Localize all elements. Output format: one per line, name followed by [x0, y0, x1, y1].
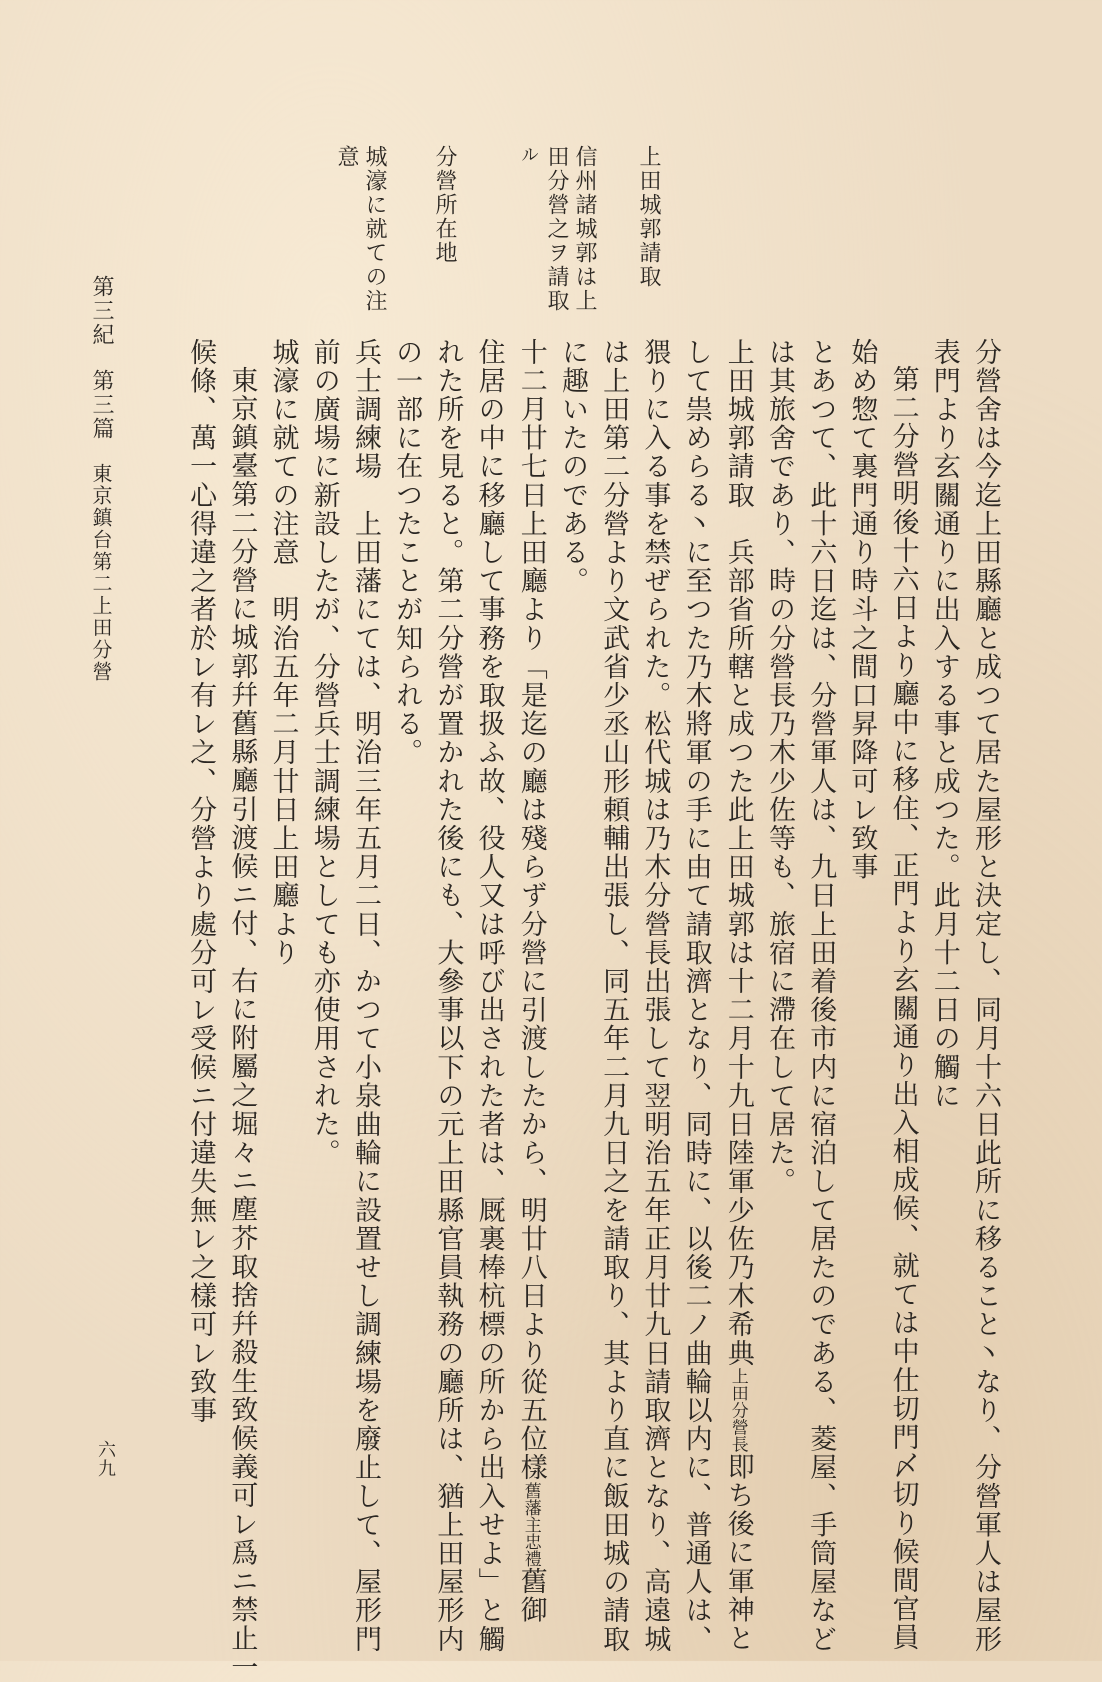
- text-line: は其旅舍であり、時の分營長乃木少佐等も、旅宿に滯在して居た。: [763, 338, 795, 1196]
- running-head-hen: 第三篇: [89, 369, 114, 441]
- text-line: して祟めらる丶に至つた乃木將軍の手に由て請取濟となり、同時に、以後二ノ曲輪以内に、普通人は、: [680, 338, 712, 1654]
- text-line-with-note: [717, 338, 759, 1653]
- headnote-moat-notice-1: 城濠に就ての注: [362, 145, 387, 313]
- running-head: [86, 275, 117, 683]
- text-line: 始め惣て裏門通り時斗之間口昇降可レ致事: [846, 338, 878, 882]
- text-line-main: 十二月廿七日上田廳より「是迄の廳は殘らず分營に引渡したから、明廿八日より從五位樣: [515, 338, 547, 1482]
- text-line: とあつて、此十六日迄は、分營軍人は、九日上田着後市内に宿泊して居たのである、菱屋、手筒屋など: [805, 338, 837, 1654]
- text-line: 城濠に就ての注意 明治五年二月廿日上田廳より: [267, 338, 299, 968]
- inline-note-goin: 舊御: [515, 1567, 547, 1625]
- headnote-shinshu-castles-3: ル: [518, 145, 539, 165]
- running-head-title: 東京鎮台第二上田分營: [89, 463, 113, 683]
- text-line: 分營舍は今迄上田縣廳と成つて居た屋形と決定し、同月十六日此所に移ること丶なり、分營軍人は屋形: [970, 338, 1001, 1654]
- text-line: は上田第二分營より文武省少丞山形頼輔出張し、同五年二月九日之を請取り、其より直に飯田城の請取: [598, 338, 630, 1654]
- text-line: 住居の中に移廳して事務を取扱ふ故、役人又は呼び出された者は、厩裏棒杭標の所から出入せよ」と觸: [473, 338, 505, 1654]
- text-line: の一部に在つたことが知られる。: [391, 338, 423, 767]
- headnote-branch-location: 分營所在地: [432, 145, 457, 265]
- headnote-shinshu-castles-2: 田分營之ヲ請取: [544, 145, 569, 313]
- running-head-kigo: 第三紀: [89, 275, 114, 347]
- text-line-with-note: [510, 338, 552, 1625]
- text-line: 表門より玄關通りに出入する事と成つた。此月十二日の觸に: [928, 338, 960, 1111]
- text-line: れた所を見ると。第二分營が置かれた後にも、大參事以下の元上田縣官員執務の廳所は、猶上田屋形内: [432, 338, 464, 1654]
- headnote-castle-receipt: 上田城郭請取: [636, 145, 661, 289]
- text-line: 猥りに入る事を禁ぜられた。松代城は乃木分營長出張して翌明治五年正月廿九日請取濟となり、高遠城: [639, 338, 671, 1654]
- text-line: 第二分營明後十六日より廳中に移住、正門より玄關通り出入相成候、就ては中仕切門〆切り候間官員: [887, 365, 919, 1652]
- text-line: 前の廣場に新設したが、分營兵士調練場としても亦使用された。: [308, 338, 340, 1168]
- text-line-main: 上田城郭請取 兵部省所轄と成つた此上田城郭は十二月十九日陸軍少佐乃木希典: [722, 338, 754, 1368]
- inline-note-tadaaki: 忠禮: [520, 1533, 541, 1567]
- text-line: 東京鎮臺第二分營に城郭幷舊縣廳引渡候ニ付、右に附屬之堀々ニ塵芥取捨幷殺生致候義可レ爲ニ禁止一: [226, 366, 258, 1682]
- page-number: 六九: [95, 1440, 116, 1478]
- inline-note-bunei-cho: 上田分營長: [727, 1367, 748, 1453]
- inline-note-sokuchi: 即ち後に軍神と: [722, 1452, 754, 1653]
- text-line: 兵士調練場 上田藩にては、明治三年五月二日、かつて小泉曲輪に設置せし調練場を廢止して、屋形門: [349, 338, 381, 1654]
- headnote-moat-notice-2: 意: [334, 145, 359, 169]
- body-text: [185, 338, 1006, 1682]
- headnote-shinshu-castles-1: 信州諸城郭は上: [572, 145, 597, 313]
- text-line: 候條、萬一心得違之者於レ有レ之、分營より處分可レ受候ニ付違失無レ之樣可レ致事: [185, 338, 217, 1425]
- inline-note-hanshu: 舊藩主: [520, 1482, 541, 1533]
- text-line: に趣いたのである。: [556, 338, 588, 596]
